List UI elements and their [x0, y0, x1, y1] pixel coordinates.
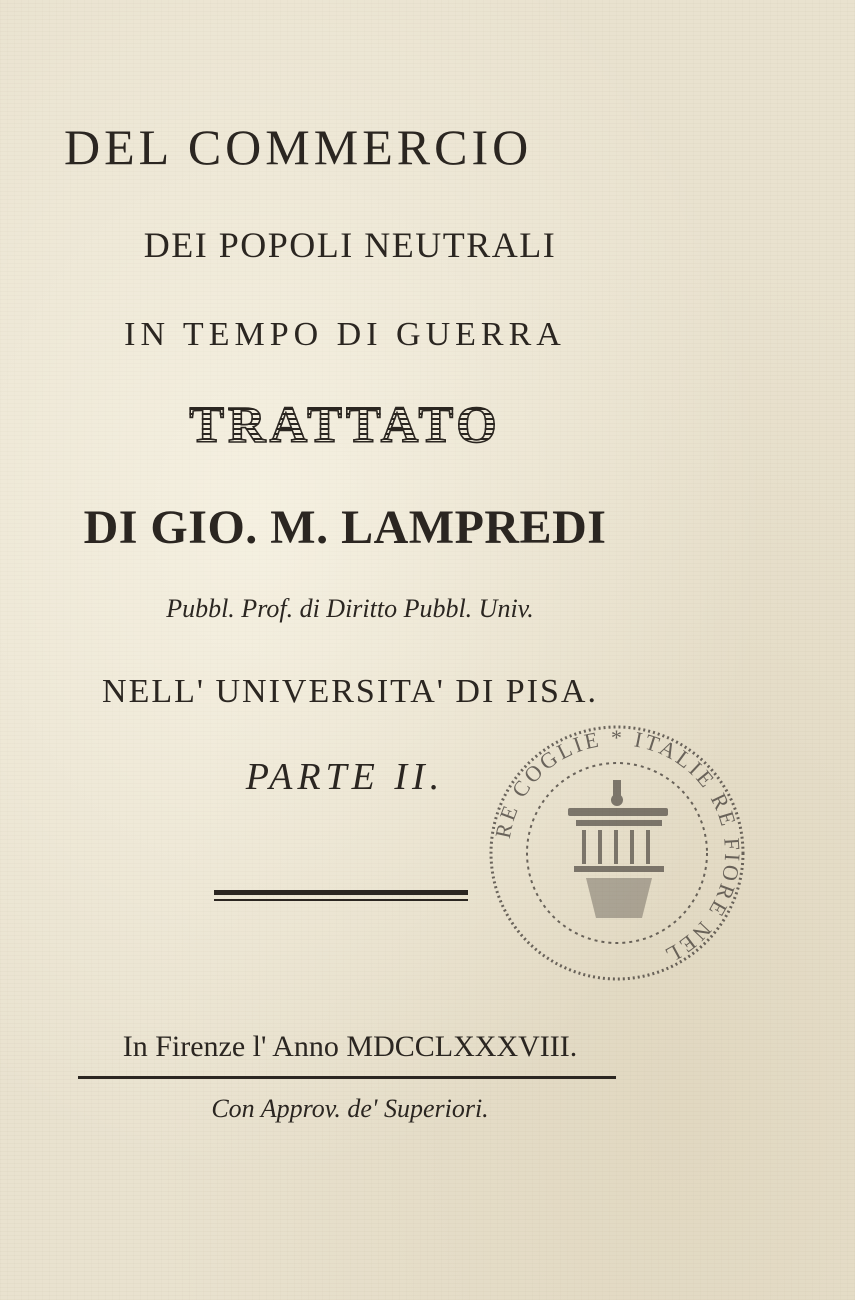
subtitle-line-2: IN TEMPO DI GUERRA: [124, 316, 566, 353]
author-name: DI GIO. M. LAMPREDI: [83, 501, 607, 554]
part-number: PARTE II.: [245, 756, 445, 798]
stamp-emblem-icon: [568, 780, 668, 918]
genre-heading: TRATTATO: [160, 396, 530, 455]
ornamental-rule-thin: [214, 899, 468, 901]
ornamental-rule-thick: [214, 890, 468, 895]
library-stamp: [486, 722, 748, 984]
imprint-line: In Firenze l' Anno MDCCLXXXVIII.: [122, 1030, 578, 1063]
university-line: NELL' UNIVERSITA' DI PISA.: [102, 673, 598, 710]
imprint-rule: [78, 1076, 616, 1079]
stamp-ring-text: RE COGLIE * ITALIE RE FIORE NEL: [489, 724, 746, 970]
author-role: Pubbl. Prof. di Diritto Pubbl. Univ.: [166, 594, 534, 623]
subtitle-line-1: DEI POPOLI NEUTRALI: [143, 225, 557, 265]
book-title: DEL COMMERCIO: [64, 119, 533, 175]
approval-line: Con Approv. de' Superiori.: [211, 1094, 489, 1123]
